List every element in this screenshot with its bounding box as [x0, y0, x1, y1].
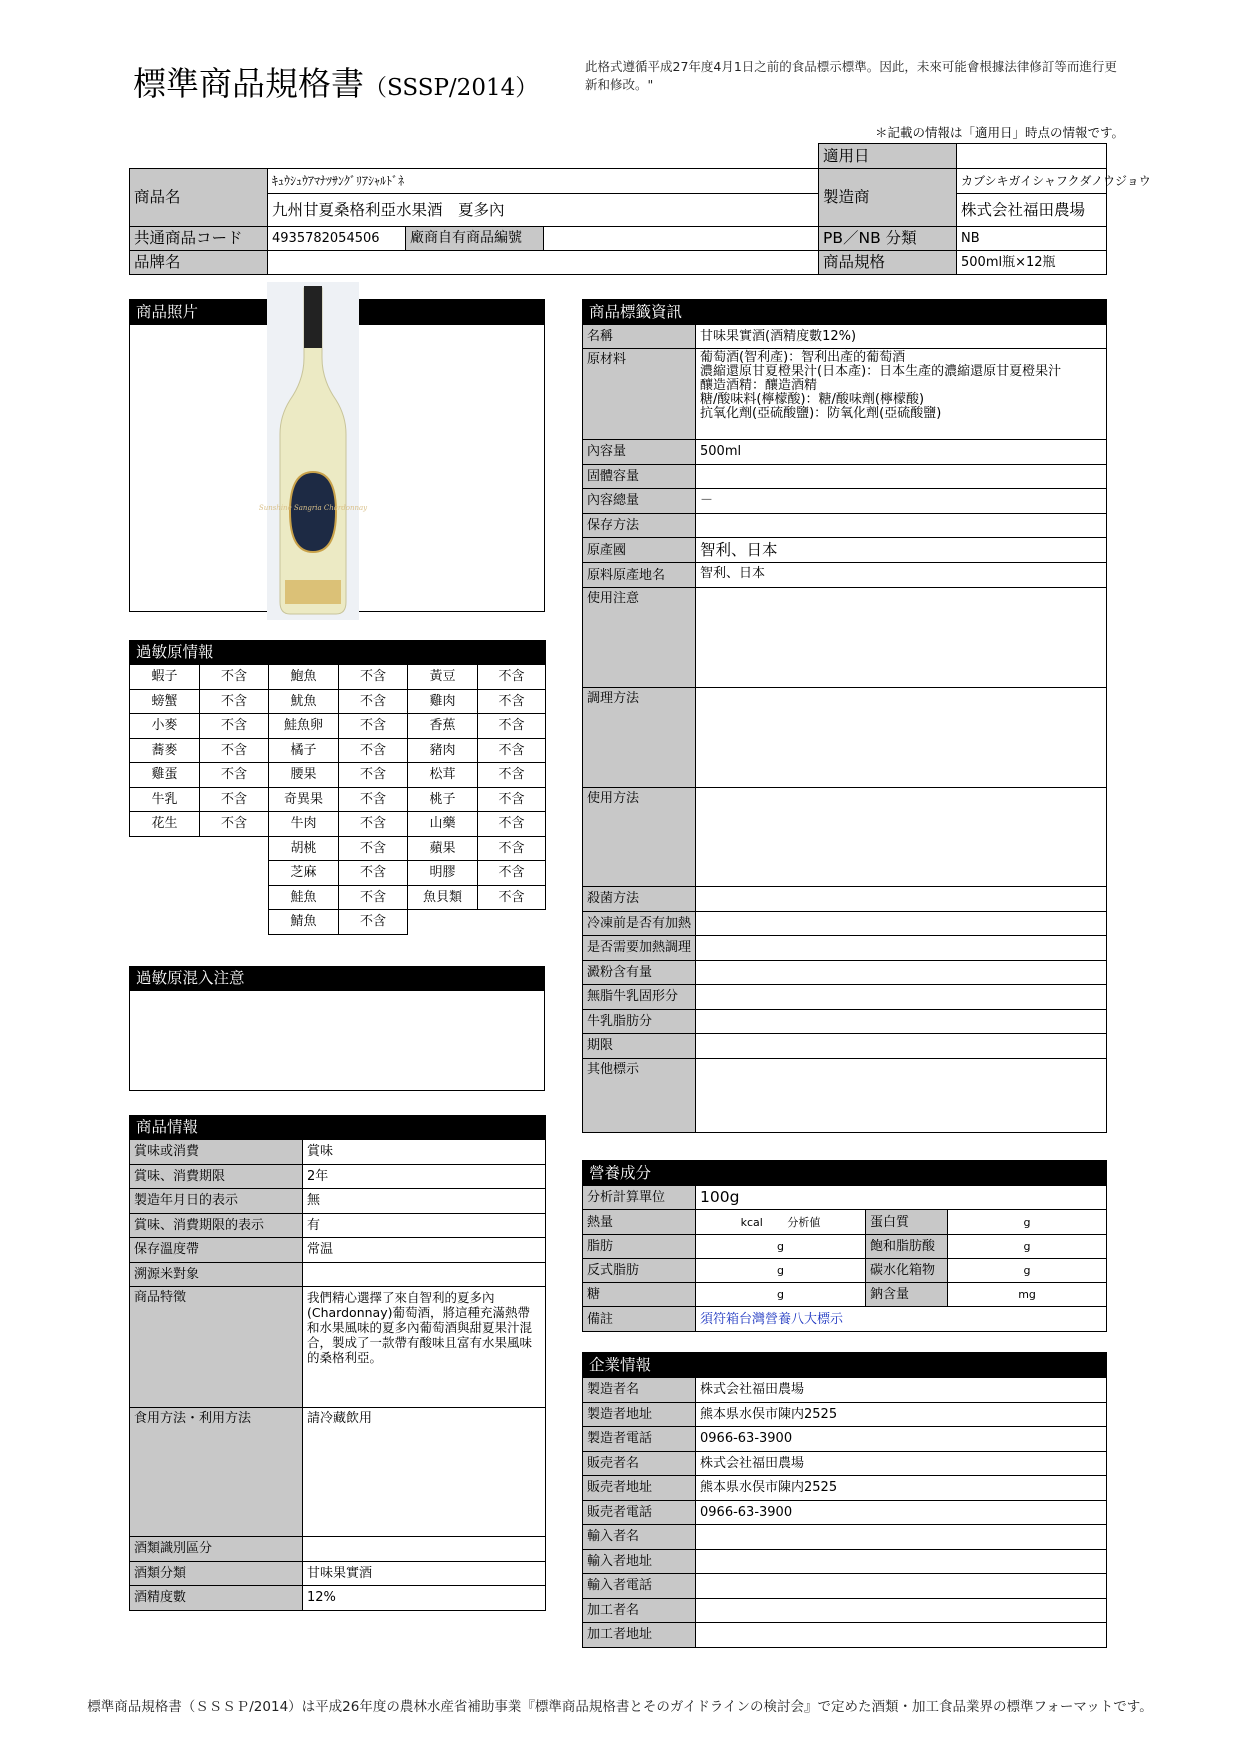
label-name-label: 名稱	[583, 325, 696, 349]
allergen-status: 不含	[339, 665, 408, 690]
jan-value: 4935782054506	[268, 227, 406, 251]
ingredients-label: 原材料	[583, 349, 696, 440]
other-value	[696, 1058, 1107, 1132]
company-label: 輸入者地址	[583, 1549, 696, 1574]
allergen-row	[130, 787, 546, 812]
label-info-label: 期限	[583, 1034, 696, 1059]
product-name-kana: ｷｭｳｼｭｳｱﾏﾅﾂｻﾝｸﾞﾘｱｼｬﾙﾄﾞﾈ	[268, 169, 819, 194]
company-label: 輸入者電話	[583, 1574, 696, 1599]
allergen-name: 蘋果	[408, 836, 478, 861]
allergen-status: 不含	[339, 861, 408, 886]
satfat-unit: g	[948, 1235, 1107, 1259]
brand-label: 品牌名	[130, 251, 268, 275]
label-info-label: 殺菌方法	[583, 887, 696, 912]
label-info-table	[582, 299, 1107, 1133]
label-info-value	[696, 1009, 1107, 1034]
allergen-name: 牛乳	[130, 787, 200, 812]
allergen-name: 豬肉	[408, 738, 478, 763]
allergen-name: 鮭魚	[269, 885, 339, 910]
spec-label: 商品規格	[819, 251, 957, 275]
jan-label: 共通商品コード	[130, 227, 268, 251]
allergen-status: 不含	[339, 812, 408, 837]
label-info-label: 冷凍前是否有加熱	[583, 911, 696, 936]
allergen-name: 牛肉	[269, 812, 339, 837]
contamination-value	[130, 991, 545, 1091]
allergen-status: 不含	[339, 836, 408, 861]
ingredient-line: 濃縮還原甘夏橙果汁(日本產)：日本生產的濃縮還原甘夏橙果汁	[700, 364, 1062, 379]
allergen-name: 鯖魚	[269, 910, 339, 935]
product-info-row	[130, 1164, 546, 1189]
allergen-name: 山藥	[408, 812, 478, 837]
label-info-value	[696, 464, 1107, 489]
allergen-row	[130, 738, 546, 763]
store-code-value	[544, 227, 819, 251]
label-info-row	[583, 464, 1107, 489]
pbnb-value: NB	[957, 227, 1107, 251]
allergen-name: 鮭魚卵	[269, 714, 339, 739]
company-label: 加工者地址	[583, 1623, 696, 1648]
allergen-status: 不含	[478, 763, 546, 788]
sugar-label: 糖	[583, 1283, 696, 1307]
product-info-row	[130, 1213, 546, 1238]
feature-value: 我們精心選擇了來自智利的夏多內(Chardonnay)葡萄酒，將這種充滿熱帶和水果風味的夏多內葡萄酒與甜夏果汁混合，製成了一款帶有酸味且富有水果風味的桑格利亞。	[303, 1287, 546, 1408]
product-info-value	[303, 1262, 546, 1287]
company-label: 販売者地址	[583, 1476, 696, 1501]
company-row	[583, 1451, 1107, 1476]
energy-note: 分析値	[787, 1215, 821, 1229]
company-row	[583, 1476, 1107, 1501]
allergen-status: 不含	[200, 812, 269, 837]
company-value: 熊本県水俣市陳内2525	[696, 1476, 1107, 1501]
label-info-label: 固體容量	[583, 464, 696, 489]
company-row	[583, 1574, 1107, 1599]
allergen-status: 不含	[200, 738, 269, 763]
caution-value	[696, 588, 1107, 688]
page-title: 標準商品規格書（SSSP/2014）	[133, 64, 539, 103]
allergen-name: 松茸	[408, 763, 478, 788]
protein-unit: g	[948, 1210, 1107, 1235]
format-notice: 此格式遵循平成27年度4月1日之前的食品標示標準。因此，未來可能會根據法律修訂等而進行更新和修改。"	[585, 59, 1117, 92]
allergen-status: 不含	[478, 836, 546, 861]
product-info-row	[130, 1537, 546, 1562]
allergen-status: 不含	[339, 689, 408, 714]
bottle-label-text: Sunshine Sangria Chardonnay	[258, 504, 368, 512]
allergen-name: 明膠	[408, 861, 478, 886]
brand-value	[268, 251, 819, 275]
other-label: 其他標示	[583, 1058, 696, 1132]
label-info-label: 內容總量	[583, 489, 696, 514]
ingredient-line: 抗氧化劑(亞硫酸鹽)：防氧化劑(亞硫酸鹽)	[700, 406, 942, 421]
allergen-empty	[130, 861, 269, 886]
label-info-row	[583, 985, 1107, 1010]
product-info-header: 商品情報	[130, 1116, 546, 1140]
apply-date-value	[957, 144, 1107, 169]
allergen-name: 雞肉	[408, 689, 478, 714]
use-label: 使用方法	[583, 788, 696, 887]
product-info-label: 賞味、消費期限	[130, 1164, 303, 1189]
basic-info-table	[129, 143, 1151, 275]
carb-label: 碳水化箱物	[866, 1259, 948, 1283]
feature-label: 商品特徵	[130, 1287, 303, 1408]
allergen-name: 黃豆	[408, 665, 478, 690]
ingredient-line: 糖/酸味料(檸檬酸)：糖/酸味劑(檸檬酸)	[700, 392, 925, 407]
allergen-status: 不含	[339, 910, 408, 935]
allergen-row	[130, 689, 546, 714]
allergen-row	[130, 861, 546, 886]
company-value: 0966-63-3900	[696, 1500, 1107, 1525]
product-info-value: 2年	[303, 1164, 546, 1189]
allergen-name: 螃蟹	[130, 689, 200, 714]
allergen-status: 不含	[200, 689, 269, 714]
energy-label: 熱量	[583, 1210, 696, 1235]
allergen-name: 雞蛋	[130, 763, 200, 788]
product-info-value: 有	[303, 1213, 546, 1238]
company-row	[583, 1402, 1107, 1427]
usage-value: 請冷藏飲用	[303, 1408, 546, 1537]
allergen-empty	[130, 836, 269, 861]
allergen-name: 腰果	[269, 763, 339, 788]
label-info-value	[696, 911, 1107, 936]
allergen-status: 不含	[478, 885, 546, 910]
company-label: 輸入者名	[583, 1525, 696, 1550]
company-value	[696, 1598, 1107, 1623]
allergen-name: 蕎麥	[130, 738, 200, 763]
allergen-row	[130, 714, 546, 739]
allergen-status: 不含	[478, 787, 546, 812]
allergen-name: 橘子	[269, 738, 339, 763]
allergen-status: 不含	[478, 689, 546, 714]
allergen-name: 花生	[130, 812, 200, 837]
allergen-row	[130, 885, 546, 910]
ingredient-line: 釀造酒精：釀造酒精	[700, 378, 818, 393]
company-value	[696, 1549, 1107, 1574]
product-info-value: 常温	[303, 1238, 546, 1263]
label-info-value: 500ml	[696, 440, 1107, 465]
label-info-label: 內容量	[583, 440, 696, 465]
carb-unit: g	[948, 1259, 1107, 1283]
product-name-label: 商品名	[130, 169, 268, 227]
allergen-row	[130, 910, 546, 935]
cook-label: 調理方法	[583, 688, 696, 788]
usage-label: 食用方法・利用方法	[130, 1408, 303, 1537]
label-info-label: 保存方法	[583, 513, 696, 538]
nutrition-table	[582, 1160, 1107, 1332]
allergen-name: 魷魚	[269, 689, 339, 714]
transfat-unit: g	[696, 1259, 866, 1283]
allergen-status: 不含	[200, 665, 269, 690]
allergen-status: 不含	[339, 787, 408, 812]
origin-label: 原產國	[583, 538, 696, 563]
allergen-status: 不含	[478, 812, 546, 837]
label-info-row	[583, 960, 1107, 985]
allergen-status: 不含	[339, 714, 408, 739]
company-label: 販売者名	[583, 1451, 696, 1476]
product-info-value: 12%	[303, 1586, 546, 1611]
nutrition-unit-label: 分析計算單位	[583, 1186, 696, 1210]
pbnb-label: PB／NB 分類	[819, 227, 957, 251]
fat-unit: g	[696, 1235, 866, 1259]
raw-origin-value: 智利、日本	[696, 563, 1107, 588]
product-info-value	[303, 1537, 546, 1562]
company-row	[583, 1378, 1107, 1403]
company-value	[696, 1574, 1107, 1599]
label-info-value	[696, 936, 1107, 961]
contamination-section	[129, 966, 545, 1091]
label-info-row	[583, 489, 1107, 514]
product-info-value: 甘味果實酒	[303, 1561, 546, 1586]
product-info-row	[130, 1140, 546, 1165]
allergen-status: 不含	[478, 738, 546, 763]
product-info-value: 無	[303, 1189, 546, 1214]
ingredient-line: 葡萄酒(智利產)：智利出產的葡萄酒	[700, 350, 906, 365]
maker-name: 株式会社福田農場	[957, 194, 1107, 227]
product-info-label: 製造年月日的表示	[130, 1189, 303, 1214]
energy-unit: kcal	[740, 1215, 763, 1229]
allergen-row	[130, 665, 546, 690]
caution-label: 使用注意	[583, 588, 696, 688]
allergen-name: 蝦子	[130, 665, 200, 690]
allergen-status: 不含	[200, 763, 269, 788]
product-info-label: 賞味、消費期限的表示	[130, 1213, 303, 1238]
footer-note: 標準商品規格書（ＳＳＳＰ/2014）は平成26年度の農林水産省補助事業『標準商品規格書とそのガイドラインの検討会』で定めた酒類・加工食品業界の標準フォーマットです。	[87, 1699, 1153, 1715]
allergen-name: 芝麻	[269, 861, 339, 886]
label-info-value	[696, 985, 1107, 1010]
product-info-label: 溯源米對象	[130, 1262, 303, 1287]
fat-label: 脂肪	[583, 1235, 696, 1259]
apply-date-label: 適用日	[819, 144, 957, 169]
company-header: 企業情報	[583, 1353, 1107, 1378]
sodium-label: 鈉含量	[866, 1283, 948, 1307]
remark-label: 備註	[583, 1307, 696, 1332]
maker-kana: カブシキガイシャフクダノウジョウ	[957, 169, 1107, 194]
label-info-value: －	[696, 489, 1107, 514]
allergen-empty	[130, 910, 269, 935]
label-info-row	[583, 1034, 1107, 1059]
wine-bottle-image	[258, 282, 368, 620]
company-value: 熊本県水俣市陳内2525	[696, 1402, 1107, 1427]
allergen-status: 不含	[478, 665, 546, 690]
product-info-label: 酒類識別區分	[130, 1537, 303, 1562]
allergen-row	[130, 836, 546, 861]
allergen-name: 魚貝類	[408, 885, 478, 910]
label-info-value	[696, 1034, 1107, 1059]
company-row	[583, 1623, 1107, 1648]
use-value	[696, 788, 1107, 887]
spec-value: 500ml瓶×12瓶	[957, 251, 1107, 275]
allergen-name: 鮑魚	[269, 665, 339, 690]
company-row	[583, 1525, 1107, 1550]
product-info-label: 酒精度數	[130, 1586, 303, 1611]
label-name-value: 甘味果實酒(酒精度數12%)	[696, 325, 1107, 349]
nutrition-unit-value: 100g	[696, 1186, 1107, 1210]
remark-value: 須符箱台灣營養八大標示	[696, 1307, 1107, 1332]
cook-value	[696, 688, 1107, 788]
label-info-row	[583, 936, 1107, 961]
label-info-row	[583, 440, 1107, 465]
company-value	[696, 1623, 1107, 1648]
origin-value: 智利、日本	[696, 538, 1107, 563]
allergen-header: 過敏原情報	[130, 641, 546, 665]
product-name: 九州甘夏桑格利亞水果酒 夏多內	[268, 194, 819, 227]
allergen-name: 小麥	[130, 714, 200, 739]
company-label: 販売者電話	[583, 1500, 696, 1525]
product-info-row	[130, 1561, 546, 1586]
photo-header: 商品照片	[130, 300, 545, 325]
maker-label: 製造商	[819, 169, 957, 227]
company-label: 製造者電話	[583, 1427, 696, 1452]
product-info-row	[130, 1262, 546, 1287]
product-photo	[258, 282, 368, 620]
allergen-name: 桃子	[408, 787, 478, 812]
company-value: 株式会社福田農場	[696, 1451, 1107, 1476]
raw-origin-label: 原料原產地名	[583, 563, 696, 588]
product-info-label: 酒類分類	[130, 1561, 303, 1586]
label-info-value	[696, 960, 1107, 985]
label-info-label: 澱粉含有量	[583, 960, 696, 985]
product-info-table	[129, 1115, 546, 1611]
allergen-row	[130, 812, 546, 837]
company-table	[582, 1352, 1107, 1648]
satfat-label: 飽和脂肪酸	[866, 1235, 948, 1259]
label-info-value	[696, 887, 1107, 912]
allergen-table	[129, 640, 546, 935]
company-label: 製造者地址	[583, 1402, 696, 1427]
company-label: 製造者名	[583, 1378, 696, 1403]
store-code-label: 廠商自有商品編號	[406, 227, 544, 251]
product-info-row	[130, 1189, 546, 1214]
company-value: 株式会社福田農場	[696, 1378, 1107, 1403]
label-info-row	[583, 513, 1107, 538]
allergen-status: 不含	[339, 738, 408, 763]
allergen-name: 奇異果	[269, 787, 339, 812]
label-info-label: 無脂牛乳固形分	[583, 985, 696, 1010]
contamination-header: 過敏原混入注意	[130, 967, 545, 991]
label-info-header: 商品標籤資訊	[583, 300, 1107, 325]
sugar-unit: g	[696, 1283, 866, 1307]
sodium-unit: mg	[948, 1283, 1107, 1307]
company-label: 加工者名	[583, 1598, 696, 1623]
company-value	[696, 1525, 1107, 1550]
allergen-status: 不含	[339, 885, 408, 910]
product-info-row	[130, 1238, 546, 1263]
allergen-empty	[130, 885, 269, 910]
label-info-label: 牛乳脂肪分	[583, 1009, 696, 1034]
protein-label: 蛋白質	[866, 1210, 948, 1235]
allergen-status: 不含	[200, 787, 269, 812]
product-info-label: 保存溫度帶	[130, 1238, 303, 1263]
label-info-label: 是否需要加熱調理	[583, 936, 696, 961]
label-info-value	[696, 513, 1107, 538]
allergen-status: 不含	[478, 861, 546, 886]
label-info-row	[583, 887, 1107, 912]
product-info-label: 賞味或消費	[130, 1140, 303, 1165]
transfat-label: 反式脂肪	[583, 1259, 696, 1283]
product-info-row	[130, 1586, 546, 1611]
label-info-row	[583, 1009, 1107, 1034]
company-row	[583, 1427, 1107, 1452]
allergen-name: 香蕉	[408, 714, 478, 739]
nutrition-header: 營養成分	[583, 1161, 1107, 1186]
company-row	[583, 1500, 1107, 1525]
apply-date-note: ＊記載の情報は「適用日」時点の情報です。	[874, 125, 1124, 140]
company-row	[583, 1598, 1107, 1623]
company-row	[583, 1549, 1107, 1574]
ingredients-value	[696, 349, 1107, 440]
allergen-empty	[408, 910, 546, 935]
allergen-row	[130, 763, 546, 788]
allergen-status: 不含	[478, 714, 546, 739]
label-info-row	[583, 911, 1107, 936]
allergen-status: 不含	[200, 714, 269, 739]
product-info-value: 賞味	[303, 1140, 546, 1165]
allergen-name: 胡桃	[269, 836, 339, 861]
allergen-status: 不含	[339, 763, 408, 788]
company-value: 0966-63-3900	[696, 1427, 1107, 1452]
